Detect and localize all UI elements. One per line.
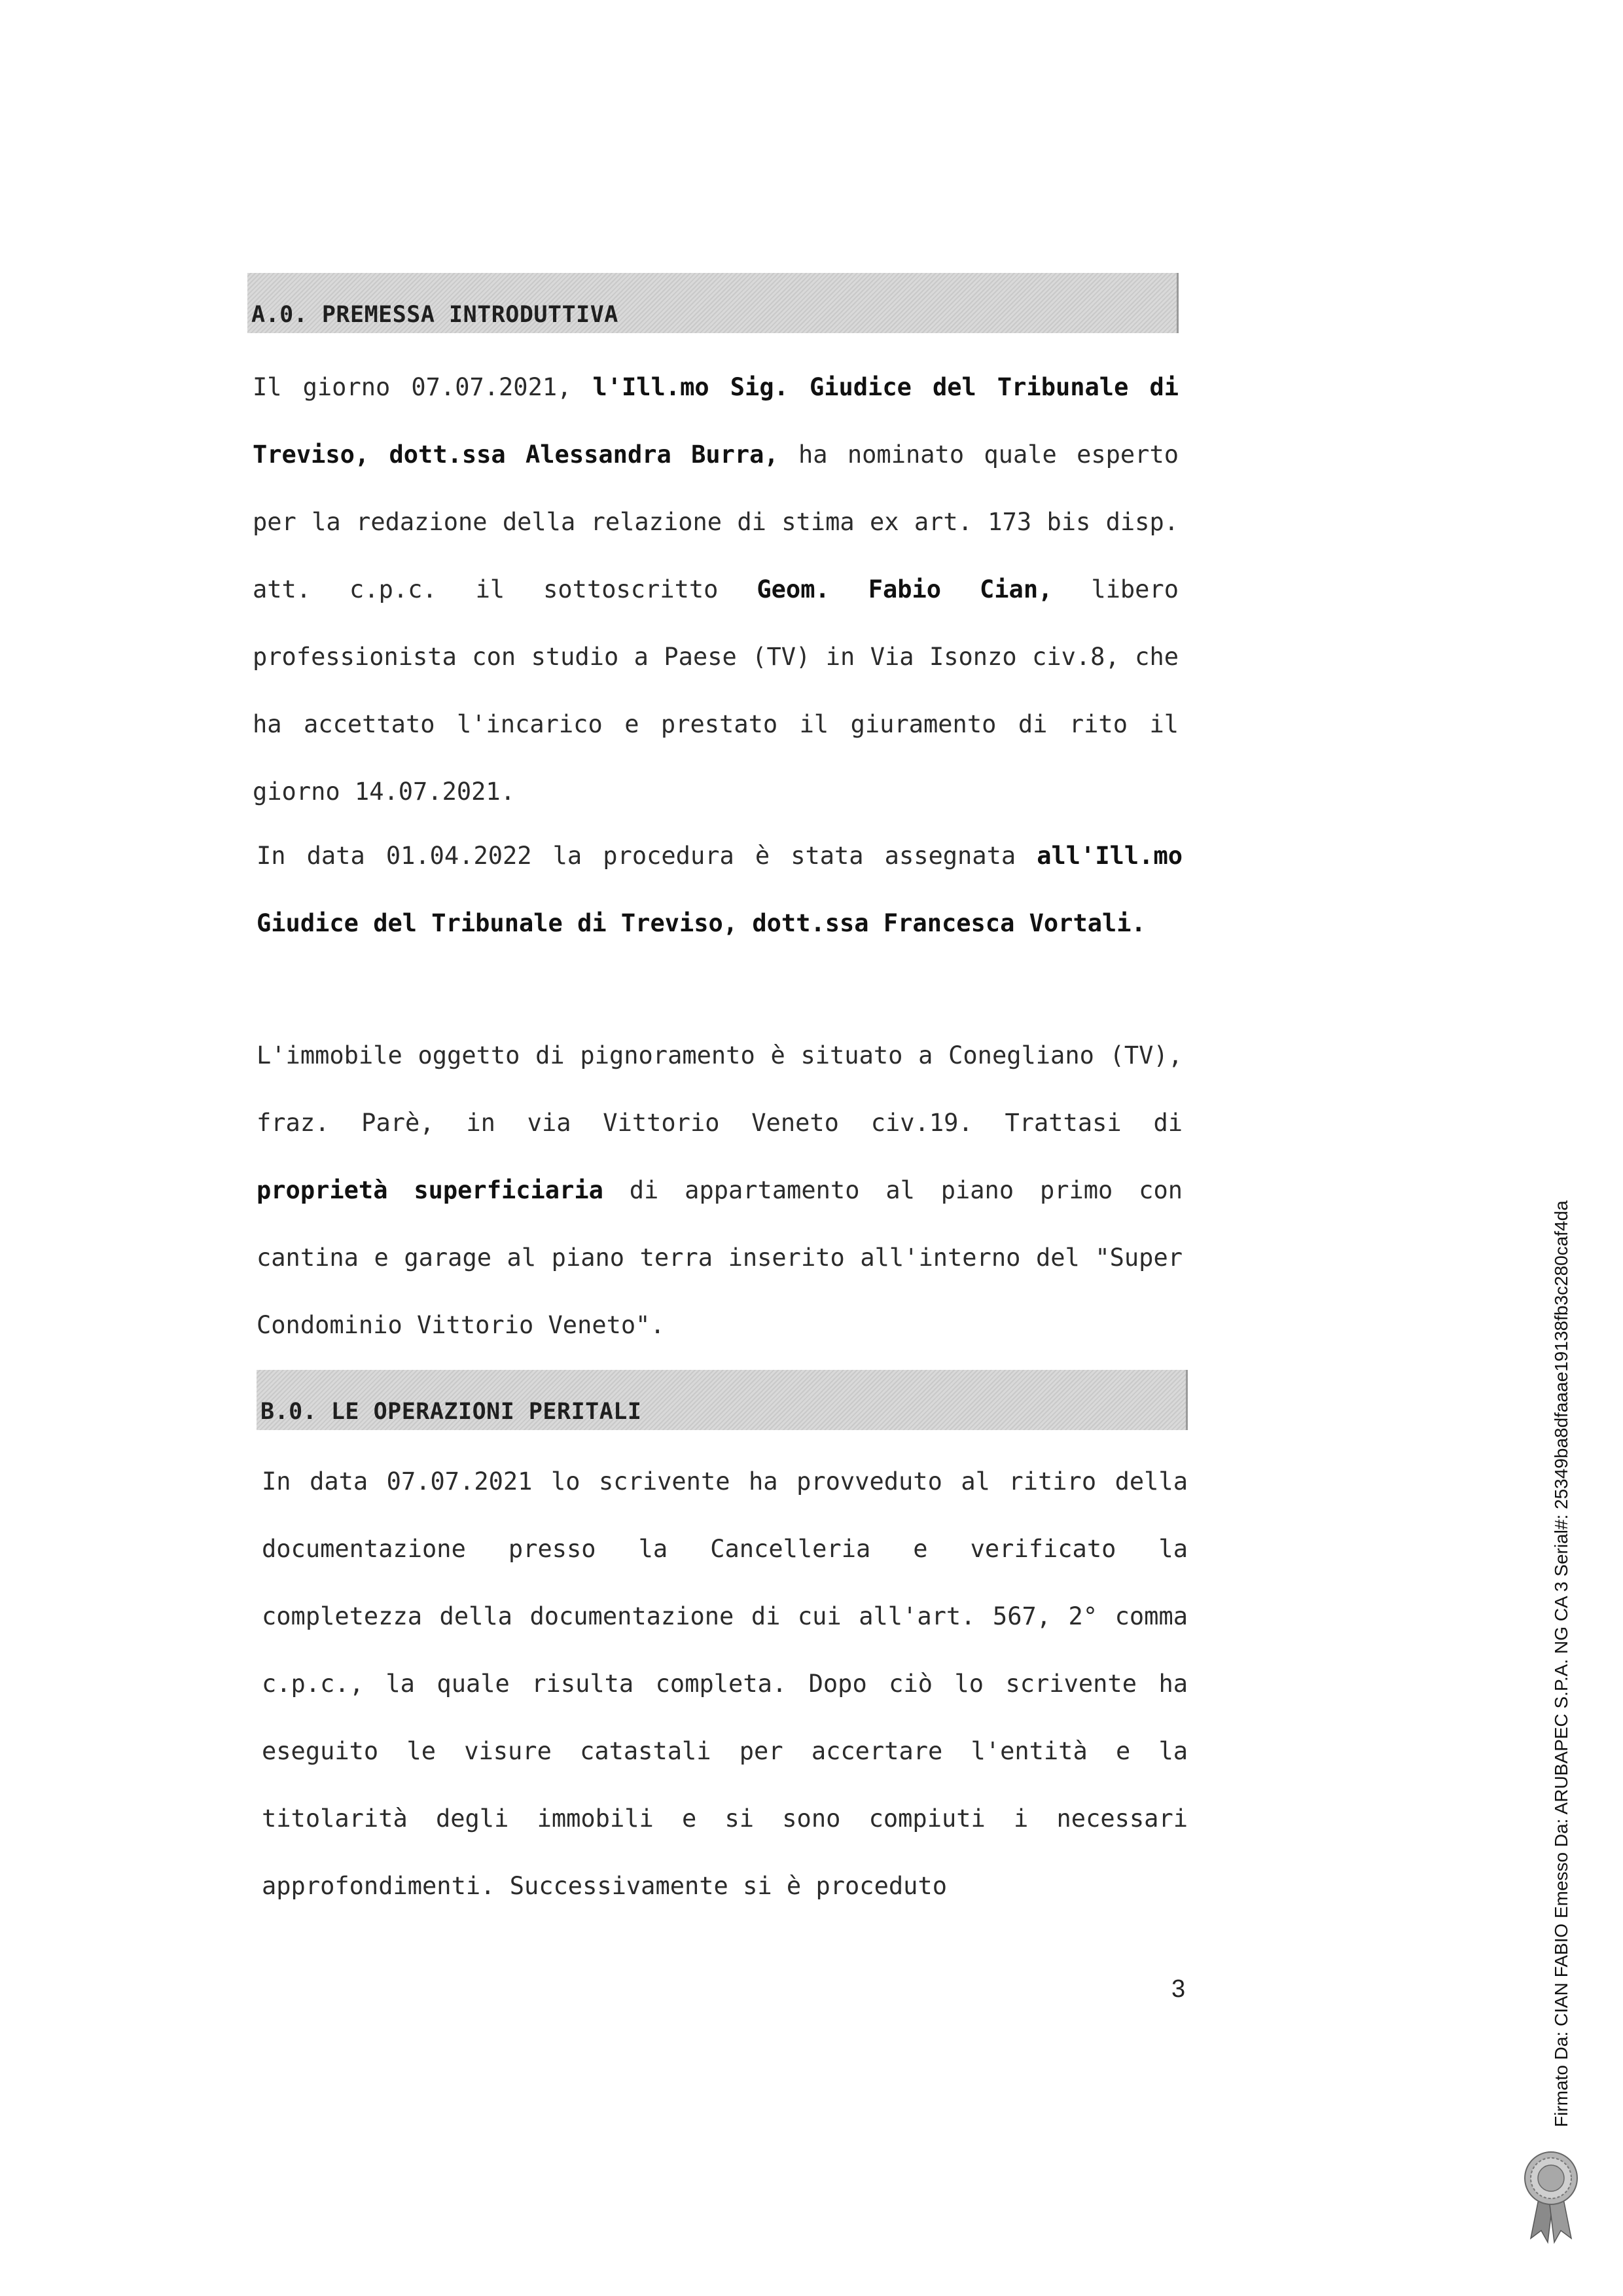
bold-run: Geom. Fabio Cian,: [757, 575, 1053, 603]
rosette-seal-icon: [1522, 2147, 1580, 2245]
paragraph-assegnazione: [257, 822, 1183, 957]
digital-signature-text: Firmato Da: CIAN FABIO Emesso Da: ARUBAPEC S.P.A. NG CA 3 Serial#: 25349ba8dfaaae19138fb3c280caf4da: [1551, 1200, 1571, 2127]
page-number: 3: [1171, 1975, 1186, 2003]
paragraph-nomina: [253, 353, 1179, 825]
paragraph-operazioni: In data 07.07.2021 lo scrivente ha provveduto al ritiro della documentazione presso la Cancelleria e verificato la completezza della documentazione di cui all'art. 567, 2° comma c.p.c., la quale risulta completa. Dopo ciò lo scrivente ha eseguito le visure catastali per accertare l'entità e la titolarità degli immobili e si sono compiuti i necessari approfondimenti. Successivamente si è proceduto: [262, 1467, 1188, 1900]
text-run: di appartamento al piano primo con cantina e garage al piano terra inserito all'interno del "Super Condominio Vittorio Veneto".: [257, 1176, 1183, 1339]
section-title: B.0. LE OPERAZIONI PERITALI: [260, 1399, 642, 1425]
text-run: libero professionista con studio a Paese (TV) in Via Isonzo civ.8, che ha accettato l'incarico e prestato il giuramento di rito il giorno 14.07.2021.: [253, 575, 1179, 806]
text-run: In data 01.04.2022 la procedura è stata assegnata: [257, 842, 1037, 870]
section-heading-operazioni: [257, 1370, 1188, 1430]
text-run: Il giorno 07.07.2021,: [253, 373, 593, 401]
section-title: A.0. PREMESSA INTRODUTTIVA: [251, 302, 618, 328]
bold-run: all'Ill.mo Giudice del Tribunale di Treviso, dott.ssa Francesca Vortali.: [257, 842, 1183, 937]
text-run: ha nominato quale esperto per la redazione della relazione di stima ex art. 173 bis disp. att. c.p.c. il sottoscritto: [253, 440, 1179, 603]
bold-run: proprietà superficiaria: [257, 1176, 603, 1204]
text-run: L'immobile oggetto di pignoramento è situato a Conegliano (TV), fraz. Parè, in via Vittorio Veneto civ.19. Trattasi di: [257, 1041, 1183, 1137]
paragraph-immobile: [257, 1022, 1183, 1359]
section-heading-premessa: [247, 273, 1179, 333]
bold-run: l'Ill.mo Sig. Giudice del Tribunale di Treviso, dott.ssa Alessandra Burra,: [253, 373, 1179, 469]
